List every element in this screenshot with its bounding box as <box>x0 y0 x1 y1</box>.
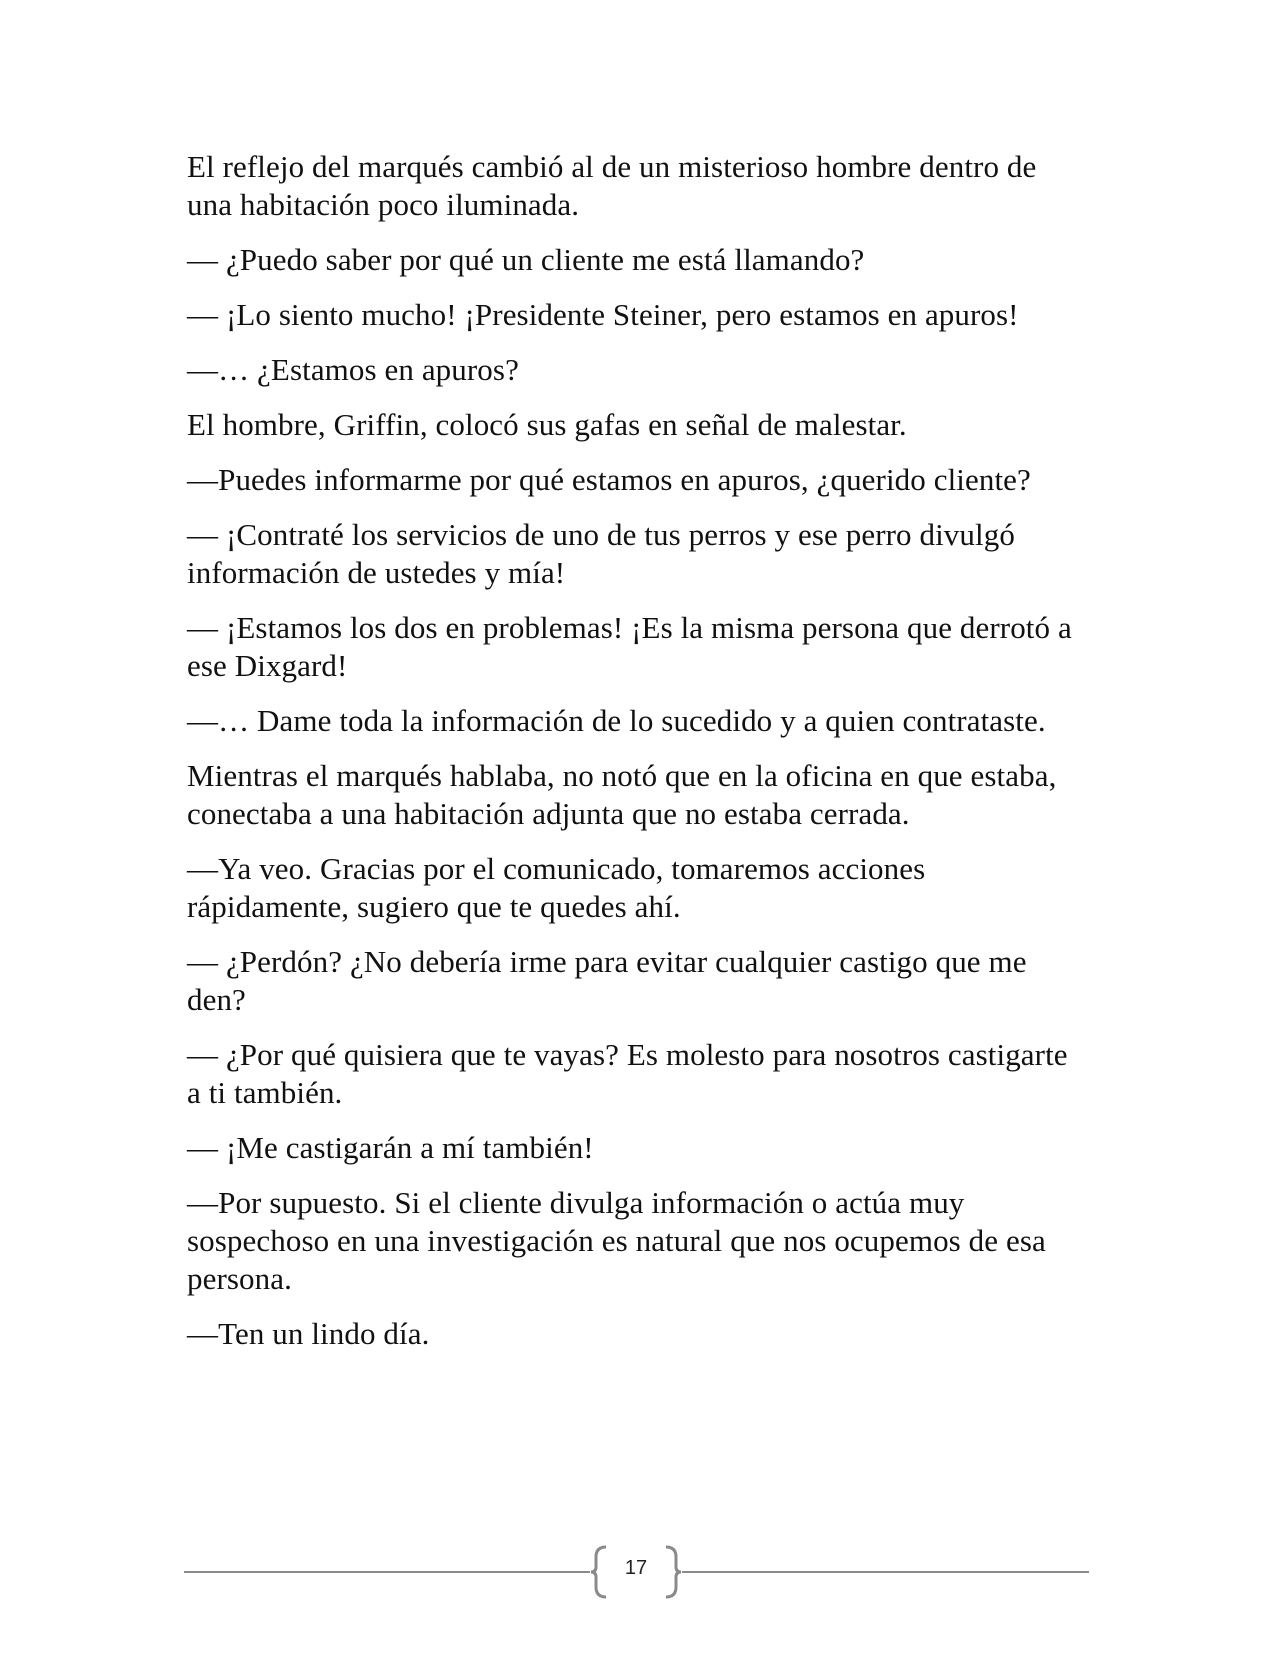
paragraph: El reflejo del marqués cambió al de un misterioso hombre dentro de una habitación poco iluminada. <box>187 149 1037 222</box>
paragraph: —… ¿Estamos en apuros? <box>187 352 519 387</box>
page-footer <box>184 1545 1089 1599</box>
paragraph: —Puedes informarme por qué estamos en apuros, ¿querido cliente? <box>187 462 1031 497</box>
paragraph: — ¡Estamos los dos en problemas! ¡Es la misma persona que derrotó a ese Dixgard! <box>187 610 1072 683</box>
paragraph: — ¡Me castigarán a mí también! <box>187 1130 594 1165</box>
footer-rule-right <box>682 1571 1089 1573</box>
paragraph: — ¿Puedo saber por qué un cliente me está llamando? <box>187 242 865 277</box>
paragraph: — ¿Por qué quisiera que te vayas? Es molesto para nosotros castigarte a ti también. <box>187 1037 1068 1110</box>
paragraph: —Ten un lindo día. <box>187 1316 430 1351</box>
right-brace-icon <box>662 1545 684 1599</box>
paragraph: El hombre, Griffin, colocó sus gafas en señal de malestar. <box>187 407 907 442</box>
page-number: 17 <box>624 1557 648 1579</box>
paragraph: —Ya veo. Gracias por el comunicado, tomaremos acciones rápidamente, sugiero que te quedes ahí. <box>187 851 926 924</box>
paragraph: — ¡Lo siento mucho! ¡Presidente Steiner, pero estamos en apuros! <box>187 297 1019 332</box>
paragraph: —… Dame toda la información de lo sucedido y a quien contrataste. <box>187 703 1046 738</box>
paragraph: — ¡Contraté los servicios de uno de tus perros y ese perro divulgó información de ustedes y mía! <box>187 517 1015 590</box>
paragraph: Mientras el marqués hablaba, no notó que en la oficina en que estaba, conectaba a una habitación adjunta que no estaba cerrada. <box>187 758 1057 831</box>
page-body <box>187 148 1087 1370</box>
paragraph: — ¿Perdón? ¿No debería irme para evitar cualquier castigo que me den? <box>187 944 1027 1017</box>
paragraph: —Por supuesto. Si el cliente divulga información o actúa muy sospechoso en una investigación es natural que nos ocupemos de esa persona. <box>187 1185 1046 1296</box>
footer-rule-left <box>184 1571 590 1573</box>
left-brace-icon <box>588 1545 610 1599</box>
